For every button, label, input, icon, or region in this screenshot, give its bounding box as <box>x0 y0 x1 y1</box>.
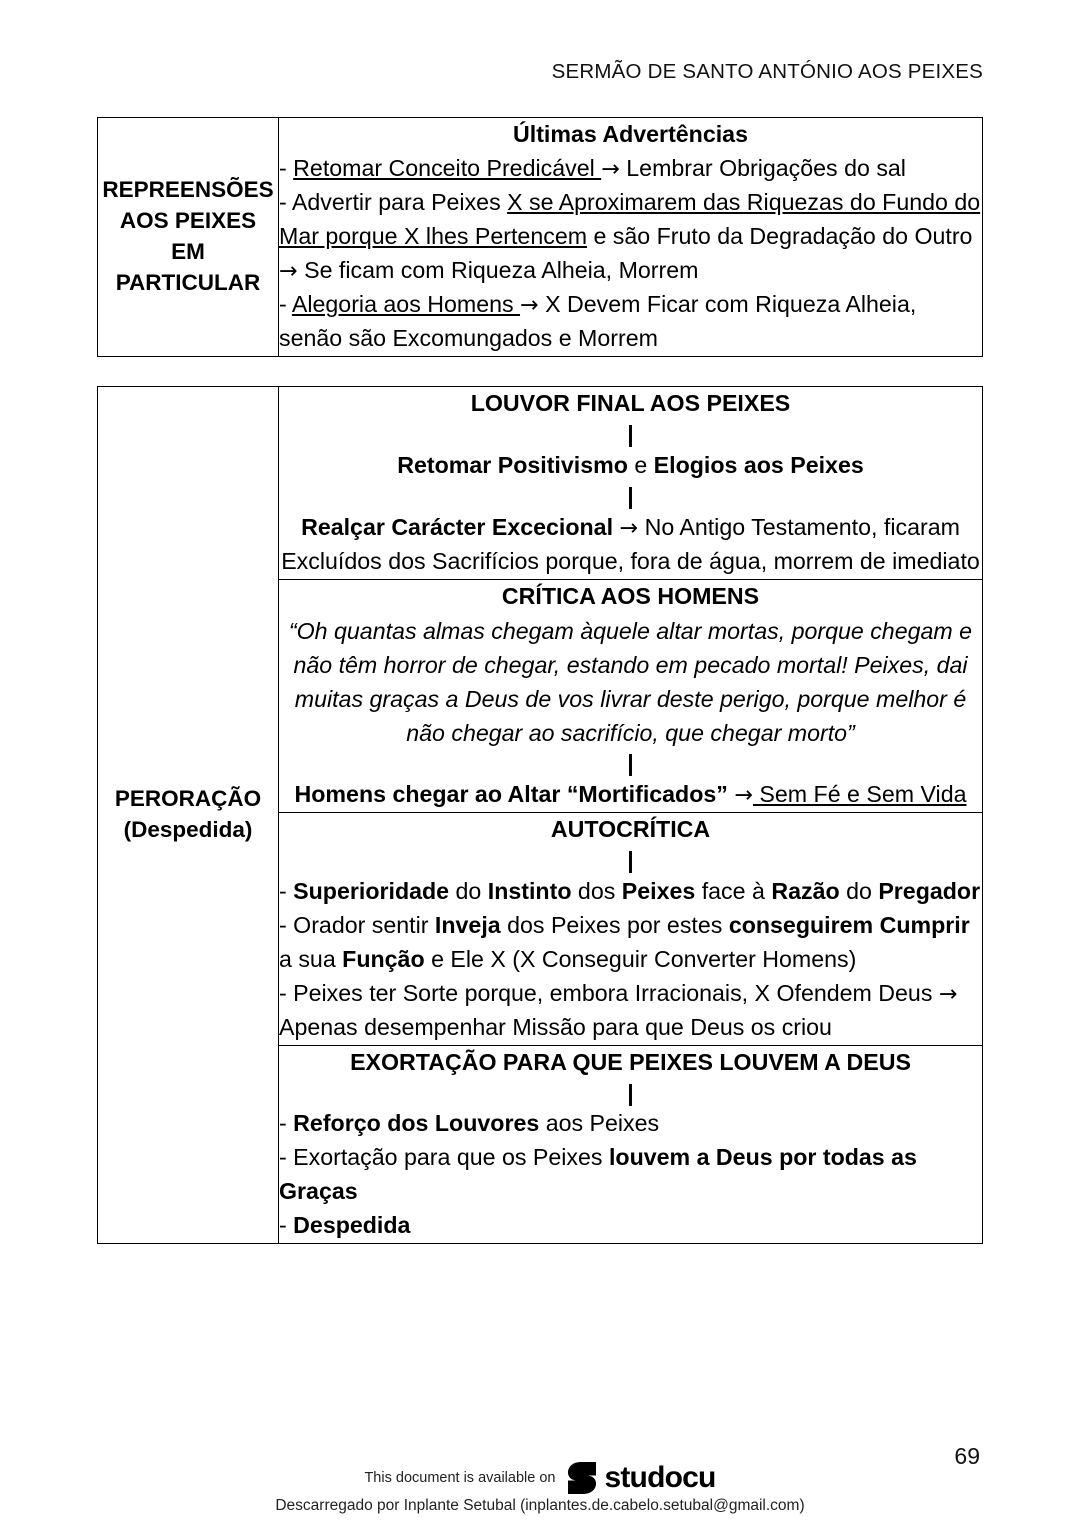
plain-text: - Exortação para que os Peixes <box>279 1144 609 1171</box>
bullet-orador-inveja <box>279 909 982 977</box>
bold-phrase: louvem a Deus por todas as Graças <box>279 1144 917 1205</box>
bold-phrase: Inveja <box>434 911 501 938</box>
line-rest: X Devem Ficar com Riqueza Alheia, senão são Excomungados e Morrem <box>279 290 917 351</box>
table-peroracao <box>97 386 983 1244</box>
label-line: EM <box>171 238 205 264</box>
section-title-critica-aos-homens: CRÍTICA AOS HOMENS <box>501 582 760 609</box>
arrow-icon: → <box>734 781 753 808</box>
label-line: PERORAÇÃO <box>114 786 262 812</box>
connector-bar: | <box>627 482 634 509</box>
plain-text: e <box>627 451 654 478</box>
download-notice: Descarregado por Inplante Setubal (inplantes.de.cabelo.setubal@gmail.com) <box>275 1497 805 1514</box>
underlined-phrase: Retomar Conceito Predicável <box>293 154 602 181</box>
line-plain: - Advertir para Peixes <box>279 188 508 215</box>
bullet-dash: - <box>279 877 294 904</box>
cell-critica-aos-homens <box>279 579 983 812</box>
arrow-icon: → <box>938 980 958 1007</box>
plain-text: Apenas desempenhar Missão para que Deus os criou <box>279 1013 832 1040</box>
bold-phrase: Retomar Positivismo <box>397 451 628 478</box>
bullet-dash: - <box>279 154 294 181</box>
studocu-attribution <box>0 1461 1080 1495</box>
plain-text: a sua <box>279 945 343 972</box>
bold-phrase: Reforço dos Louvores <box>293 1110 540 1137</box>
line-realcar-caracter <box>279 511 982 579</box>
section-title-ultimas-advertencias: Últimas Advertências <box>513 121 748 147</box>
label-line: AOS PEIXES <box>119 208 257 234</box>
studocu-s-icon <box>567 1461 597 1495</box>
underlined-phrase: X se Aproximarem das Riquezas do Fundo do Mar porque X lhes Pertencem <box>279 188 981 249</box>
plain-text: face à <box>695 877 772 904</box>
line-rest: Lembrar Obrigações do sal <box>619 154 906 181</box>
bullet-se-ficam-riqueza <box>279 254 982 288</box>
bold-phrase: Homens chegar ao Altar “Mortificados” <box>294 780 735 807</box>
line-rest: No Antigo Testamento, ficaram Excluídos dos Sacrifícios porque, fora de água, morrem de imediato <box>281 513 980 574</box>
bold-phrase: Razão <box>771 877 840 904</box>
bullet-exortacao-louvem <box>279 1141 982 1209</box>
cell-autocritica <box>279 812 983 1045</box>
cell-ultimas-advertencias <box>279 118 983 357</box>
connector-bar: | <box>627 420 634 447</box>
bullet-dash: - <box>279 1110 294 1137</box>
plain-text: dos Peixes por estes <box>500 911 729 938</box>
bold-phrase: Pregador <box>878 877 981 904</box>
connector-bar: | <box>627 1079 634 1106</box>
underlined-phrase: Sem Fé e Sem Vida <box>752 780 967 807</box>
line-homens-mortificados <box>279 778 982 812</box>
label-line: REPREENSÕES <box>102 177 274 203</box>
connector-bar: | <box>627 749 634 776</box>
studocu-logo <box>567 1461 715 1495</box>
bullet-dash: - <box>279 290 292 317</box>
page-number: 69 <box>954 1443 980 1469</box>
plain-text: aos Peixes <box>539 1110 660 1137</box>
bullet-dash: - <box>279 1212 294 1239</box>
plain-text: do <box>839 877 879 904</box>
plain-text: e Ele X (X Conseguir Converter Homens) <box>424 945 857 972</box>
bullet-peixes-sorte <box>279 977 982 1045</box>
line-rest: e são Fruto da Degradação do Outro <box>587 222 973 249</box>
arrow-icon: → <box>279 257 298 284</box>
quotation-text: “Oh quantas almas chegam àquele altar mortas, porque chegam e não têm horror de chegar, estando em pecado mortal! Peixes, dai muitas graças a Deus de vos livrar deste perigo, porque melhor é não chegar ao sacrifício, que chegar morto” <box>288 617 973 746</box>
plain-text: - Peixes ter Sorte porque, embora Irracionais, X Ofendem Deus <box>279 979 939 1006</box>
bold-phrase: Despedida <box>293 1212 411 1239</box>
table-row <box>98 387 983 580</box>
bold-phrase: Superioridade <box>293 877 450 904</box>
bold-phrase: conseguirem Cumprir <box>728 911 970 938</box>
section-title-autocritica: AUTOCRÍTICA <box>550 815 711 842</box>
line-retomar-positivismo <box>279 449 982 483</box>
bullet-alegoria-homens <box>279 288 982 356</box>
bold-phrase: Função <box>342 945 425 972</box>
plain-text: do <box>449 877 488 904</box>
bullet-advertir-peixes <box>279 186 982 254</box>
bullet-despedida <box>279 1209 982 1243</box>
table-reprensoes-aos-peixes <box>97 117 983 357</box>
line-rest: Se ficam com Riqueza Alheia, Morrem <box>297 256 699 283</box>
section-title-exortacao: EXORTAÇÃO PARA QUE PEIXES LOUVEM A DEUS <box>350 1048 911 1075</box>
bullet-superioridade-instinto <box>279 875 982 909</box>
bold-phrase: Peixes <box>621 877 696 904</box>
cell-exortacao <box>279 1045 983 1244</box>
plain-text: - Orador sentir <box>279 911 435 938</box>
arrow-icon: → <box>619 514 639 541</box>
arrow-icon: → <box>520 291 539 318</box>
table-row <box>98 118 983 357</box>
bullet-retomar-conceito <box>279 152 982 186</box>
studocu-wordmark: studocu <box>604 1461 716 1494</box>
bullet-reforco-louvores <box>279 1107 982 1141</box>
bold-phrase: Elogios aos Peixes <box>653 451 864 478</box>
row-label-reprensoes <box>98 118 279 357</box>
bold-phrase: Instinto <box>487 877 572 904</box>
row-label-peroracao <box>98 387 279 1244</box>
bold-phrase: Realçar Carácter Excecional <box>301 513 614 540</box>
arrow-icon: → <box>601 155 620 182</box>
label-line: PARTICULAR <box>115 269 261 295</box>
plain-text: dos <box>571 877 622 904</box>
connector-bar: | <box>627 846 634 873</box>
page-header-title: SERMÃO DE SANTO ANTÓNIO AOS PEIXES <box>551 60 983 83</box>
cell-louvor-final <box>279 387 983 580</box>
section-title-louvor-final: LOUVOR FINAL AOS PEIXES <box>470 390 791 416</box>
underlined-phrase: Alegoria aos Homens <box>291 290 521 317</box>
available-on-label: This document is available on <box>364 1470 556 1486</box>
label-line: (Despedida) <box>123 817 253 843</box>
